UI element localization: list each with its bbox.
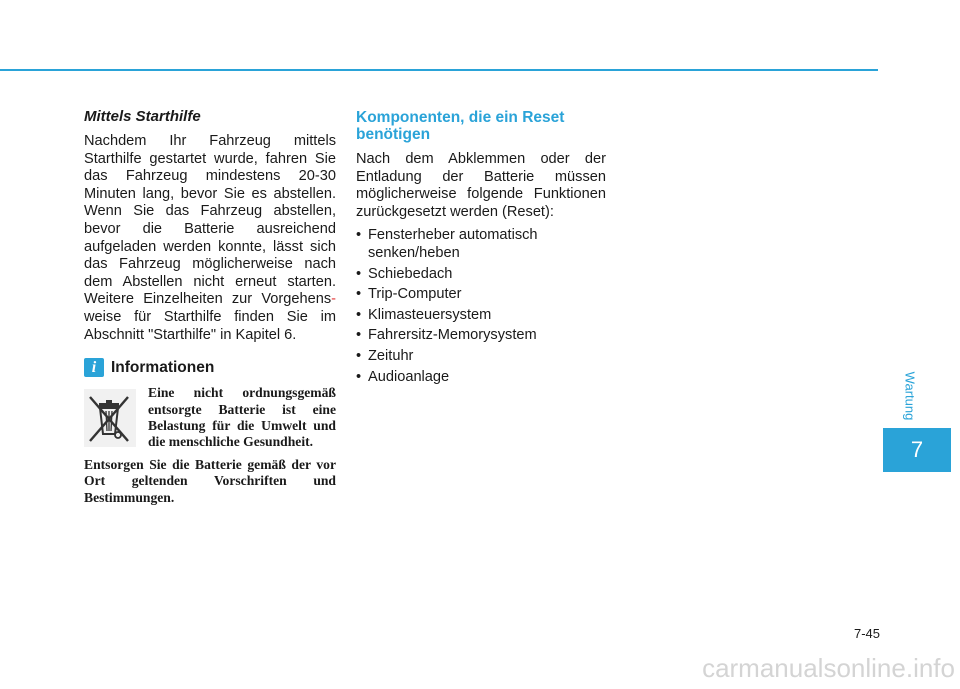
starthilfe-paragraph [84,133,336,344]
left-column [84,108,336,506]
info-header [84,357,336,379]
list-item: • Klimasteuersystem [356,307,606,325]
watermark: carmanualsonline.info [702,653,955,683]
reset-paragraph: Nach dem Abklemmen oder der Entladung der Batterie müssen möglicherweise folgende Funktionen zurückgesetzt werden (Reset): [356,151,606,220]
list-item: • Trip-Computer [356,286,606,304]
page-number: 7-45 [853,626,880,641]
header-rule [0,69,878,71]
info-icon: i [84,358,104,377]
section-side-label [898,366,922,426]
paragraph-part-a: Nachdem Ihr Fahrzeug mittels Starthilfe gestartet wurde, fahren Sie das Fahrzeug mindestens 20-30 Minuten lang, bevor Sie es abstellen. Wenn Sie das Fahrzeug abstellen, bevor die Batterie ausreichend aufgeladen werden konnte, lässt sich das Fahrzeug möglicherweise nach dem Abstellen nicht erneut starten. Weitere Einzelheiten zur Vorgehens [84,133,336,308]
info-box [84,385,336,506]
list-item: • Fensterheber automatisch senken/heben [356,227,606,262]
paragraph-part-b: weise für Starthilfe finden Sie im Abschnitt "Starthilfe" in Kapitel 6. [84,308,336,343]
reset-list [356,227,606,386]
section-heading: Mittels Starthilfe [84,108,201,125]
reset-heading: Komponenten, die ein Reset benötigen [356,109,565,143]
info-text-1: Eine nicht ordnungsgemäß entsorgte Batterie ist eine Belastung für die Umwelt und die menschliche Gesundheit. [148,385,336,450]
info-text-2: Entsorgen Sie die Batterie gemäß der vor Ort geltenden Vorschriften und Bestimmungen. [84,456,336,505]
crossed-out-wheelie-bin-icon [84,389,136,447]
list-item: • Zeituhr [356,348,606,366]
list-item: • Schiebedach [356,266,606,284]
section-label-text: Wartung [902,371,918,421]
middle-column [356,110,606,389]
chapter-tab: 7 [883,428,951,472]
list-item: • Audioanlage [356,369,606,387]
info-title: Informationen [111,359,215,377]
hyphen-mark: - [331,291,336,308]
list-item: • Fahrersitz-Memorysystem [356,327,606,345]
